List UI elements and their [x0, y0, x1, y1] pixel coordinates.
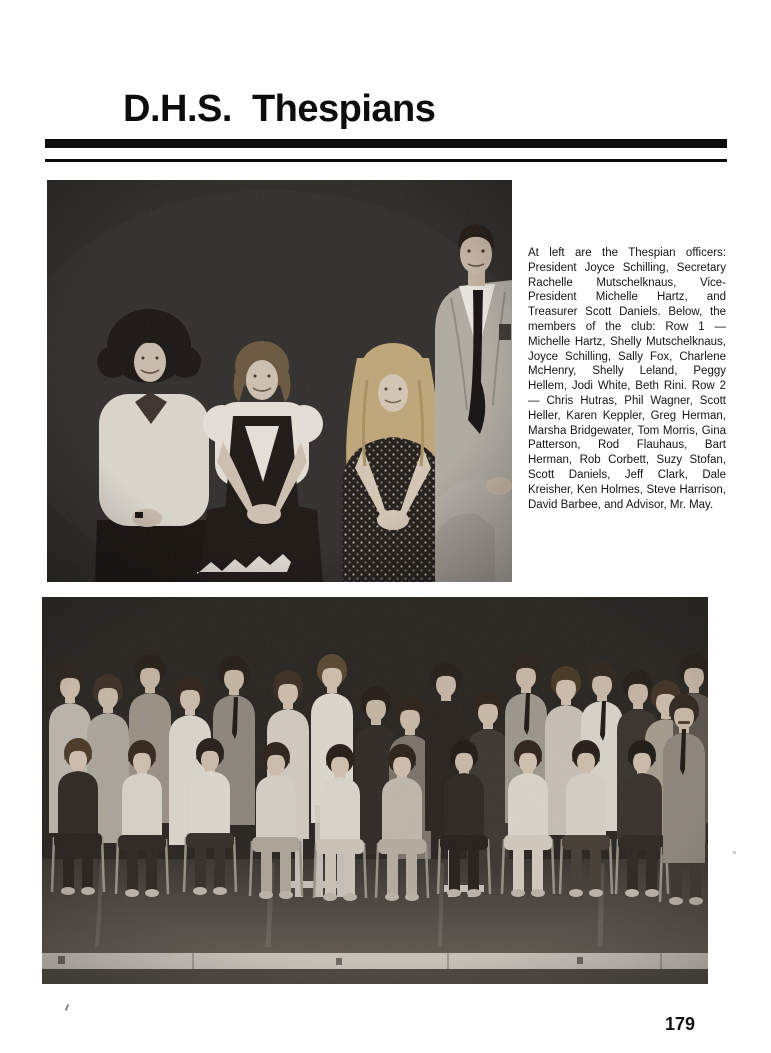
members-photo — [42, 597, 708, 984]
page-title: D.H.S. Thespians — [123, 88, 436, 130]
caption-text: At left are the Thespian officers: President Joyce Schilling, Secretary Rachelle Mutschelknaus, Vice-President Michelle Hartz, and Treasurer Scott Daniels. Below, the members of the club: Row 1 — Michelle Hartz, Shelly Mutschelknaus, Joyce Schilling, Sally Fox, Charlene McHenry, Shelly Leland, Peggy Hellem, Jodi White, Beth Rini. Row 2 — Chris Hutras, Phil Wagner, Scott Heller, Karen Keppler, Greg Herman, Marsha Bridgewater, Tom Morris, Gina Patterson, Rod Flauhaus, Bart Herman, Rob Corbett, Suzy Stofan, Scott Daniels, Jeff Clark, Dale Kreisher, Ken Holmes, Steve Harrison, David Barbee, and Advisor, Mr. May. — [528, 247, 726, 511]
officers-photo — [47, 180, 512, 582]
title-rule-thin — [45, 159, 727, 162]
title-rule-thick — [45, 139, 727, 148]
scan-speck — [65, 1004, 70, 1011]
members-photo-illustration — [42, 597, 708, 984]
officers-caption — [528, 246, 726, 512]
officers-photo-illustration — [47, 180, 512, 582]
page-number: 179 — [664, 1014, 695, 1034]
scan-speck — [733, 851, 736, 854]
